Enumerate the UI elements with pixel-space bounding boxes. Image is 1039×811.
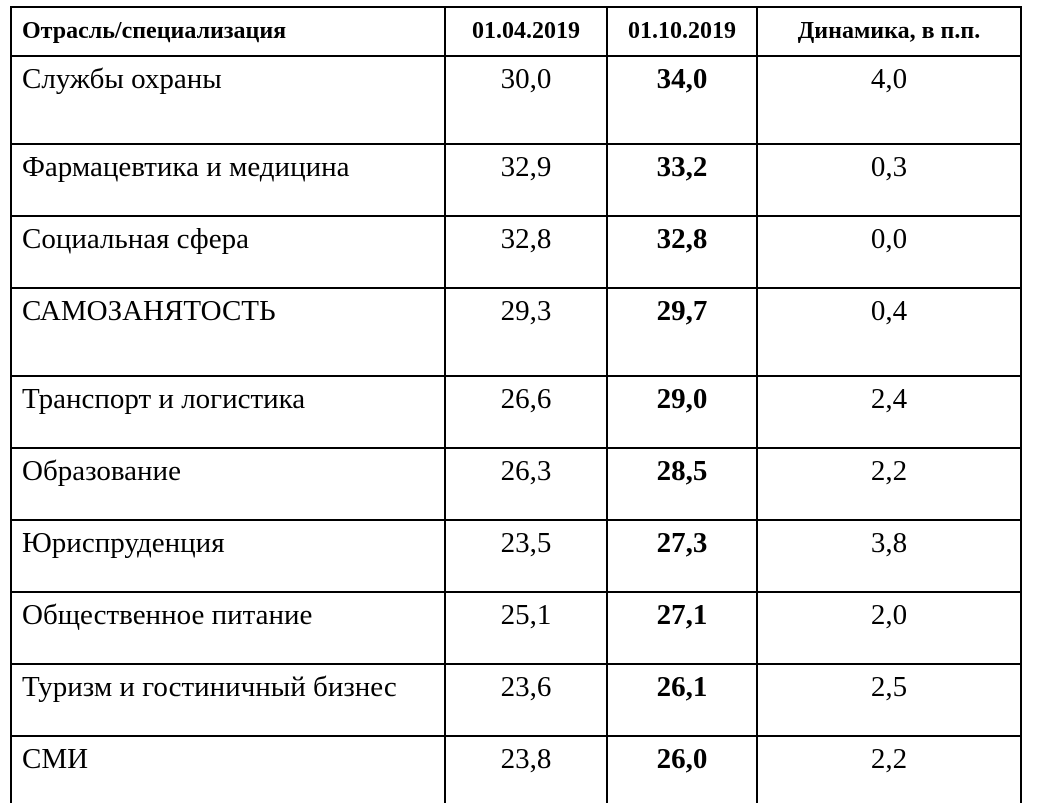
cell-delta-value: 2,2 xyxy=(757,736,1021,803)
header-dynamics: Динамика, в п.п. xyxy=(757,7,1021,56)
cell-industry: СМИ xyxy=(11,736,445,803)
cell-oct-value: 29,0 xyxy=(607,376,757,448)
cell-delta-value: 0,3 xyxy=(757,144,1021,216)
table-row xyxy=(11,56,1021,144)
cell-oct-value: 29,7 xyxy=(607,288,757,376)
cell-industry: Службы охраны xyxy=(11,56,445,144)
cell-apr-value: 26,6 xyxy=(445,376,607,448)
cell-delta-value: 0,4 xyxy=(757,288,1021,376)
industry-dynamics-table xyxy=(10,6,1022,803)
table-row xyxy=(11,216,1021,288)
cell-oct-value: 28,5 xyxy=(607,448,757,520)
cell-apr-value: 30,0 xyxy=(445,56,607,144)
cell-oct-value: 34,0 xyxy=(607,56,757,144)
table-row xyxy=(11,592,1021,664)
cell-delta-value: 0,0 xyxy=(757,216,1021,288)
cell-oct-value: 26,1 xyxy=(607,664,757,736)
cell-industry: Социальная сфера xyxy=(11,216,445,288)
cell-apr-value: 25,1 xyxy=(445,592,607,664)
table-row xyxy=(11,288,1021,376)
cell-delta-value: 2,2 xyxy=(757,448,1021,520)
cell-delta-value: 2,5 xyxy=(757,664,1021,736)
cell-delta-value: 4,0 xyxy=(757,56,1021,144)
cell-industry: Общественное питание xyxy=(11,592,445,664)
cell-apr-value: 26,3 xyxy=(445,448,607,520)
cell-oct-value: 26,0 xyxy=(607,736,757,803)
cell-industry: Транспорт и логистика xyxy=(11,376,445,448)
cell-oct-value: 27,1 xyxy=(607,592,757,664)
cell-apr-value: 23,8 xyxy=(445,736,607,803)
cell-apr-value: 32,8 xyxy=(445,216,607,288)
table-row xyxy=(11,376,1021,448)
cell-apr-value: 32,9 xyxy=(445,144,607,216)
cell-industry: Фармацевтика и медицина xyxy=(11,144,445,216)
table-row xyxy=(11,520,1021,592)
table-row xyxy=(11,736,1021,803)
header-date-apr: 01.04.2019 xyxy=(445,7,607,56)
table-row xyxy=(11,664,1021,736)
cell-apr-value: 23,6 xyxy=(445,664,607,736)
cell-industry: Туризм и гостиничный бизнес xyxy=(11,664,445,736)
cell-industry: Образование xyxy=(11,448,445,520)
cell-industry: САМОЗАНЯТОСТЬ xyxy=(11,288,445,376)
cell-industry: Юриспруденция xyxy=(11,520,445,592)
cell-oct-value: 27,3 xyxy=(607,520,757,592)
cell-oct-value: 33,2 xyxy=(607,144,757,216)
cell-delta-value: 2,0 xyxy=(757,592,1021,664)
cell-delta-value: 2,4 xyxy=(757,376,1021,448)
cell-delta-value: 3,8 xyxy=(757,520,1021,592)
table-row xyxy=(11,448,1021,520)
header-industry: Отрасль/специализация xyxy=(11,7,445,56)
table-row xyxy=(11,144,1021,216)
cell-apr-value: 29,3 xyxy=(445,288,607,376)
table-header-row xyxy=(11,7,1021,56)
cell-oct-value: 32,8 xyxy=(607,216,757,288)
header-date-oct: 01.10.2019 xyxy=(607,7,757,56)
cell-apr-value: 23,5 xyxy=(445,520,607,592)
